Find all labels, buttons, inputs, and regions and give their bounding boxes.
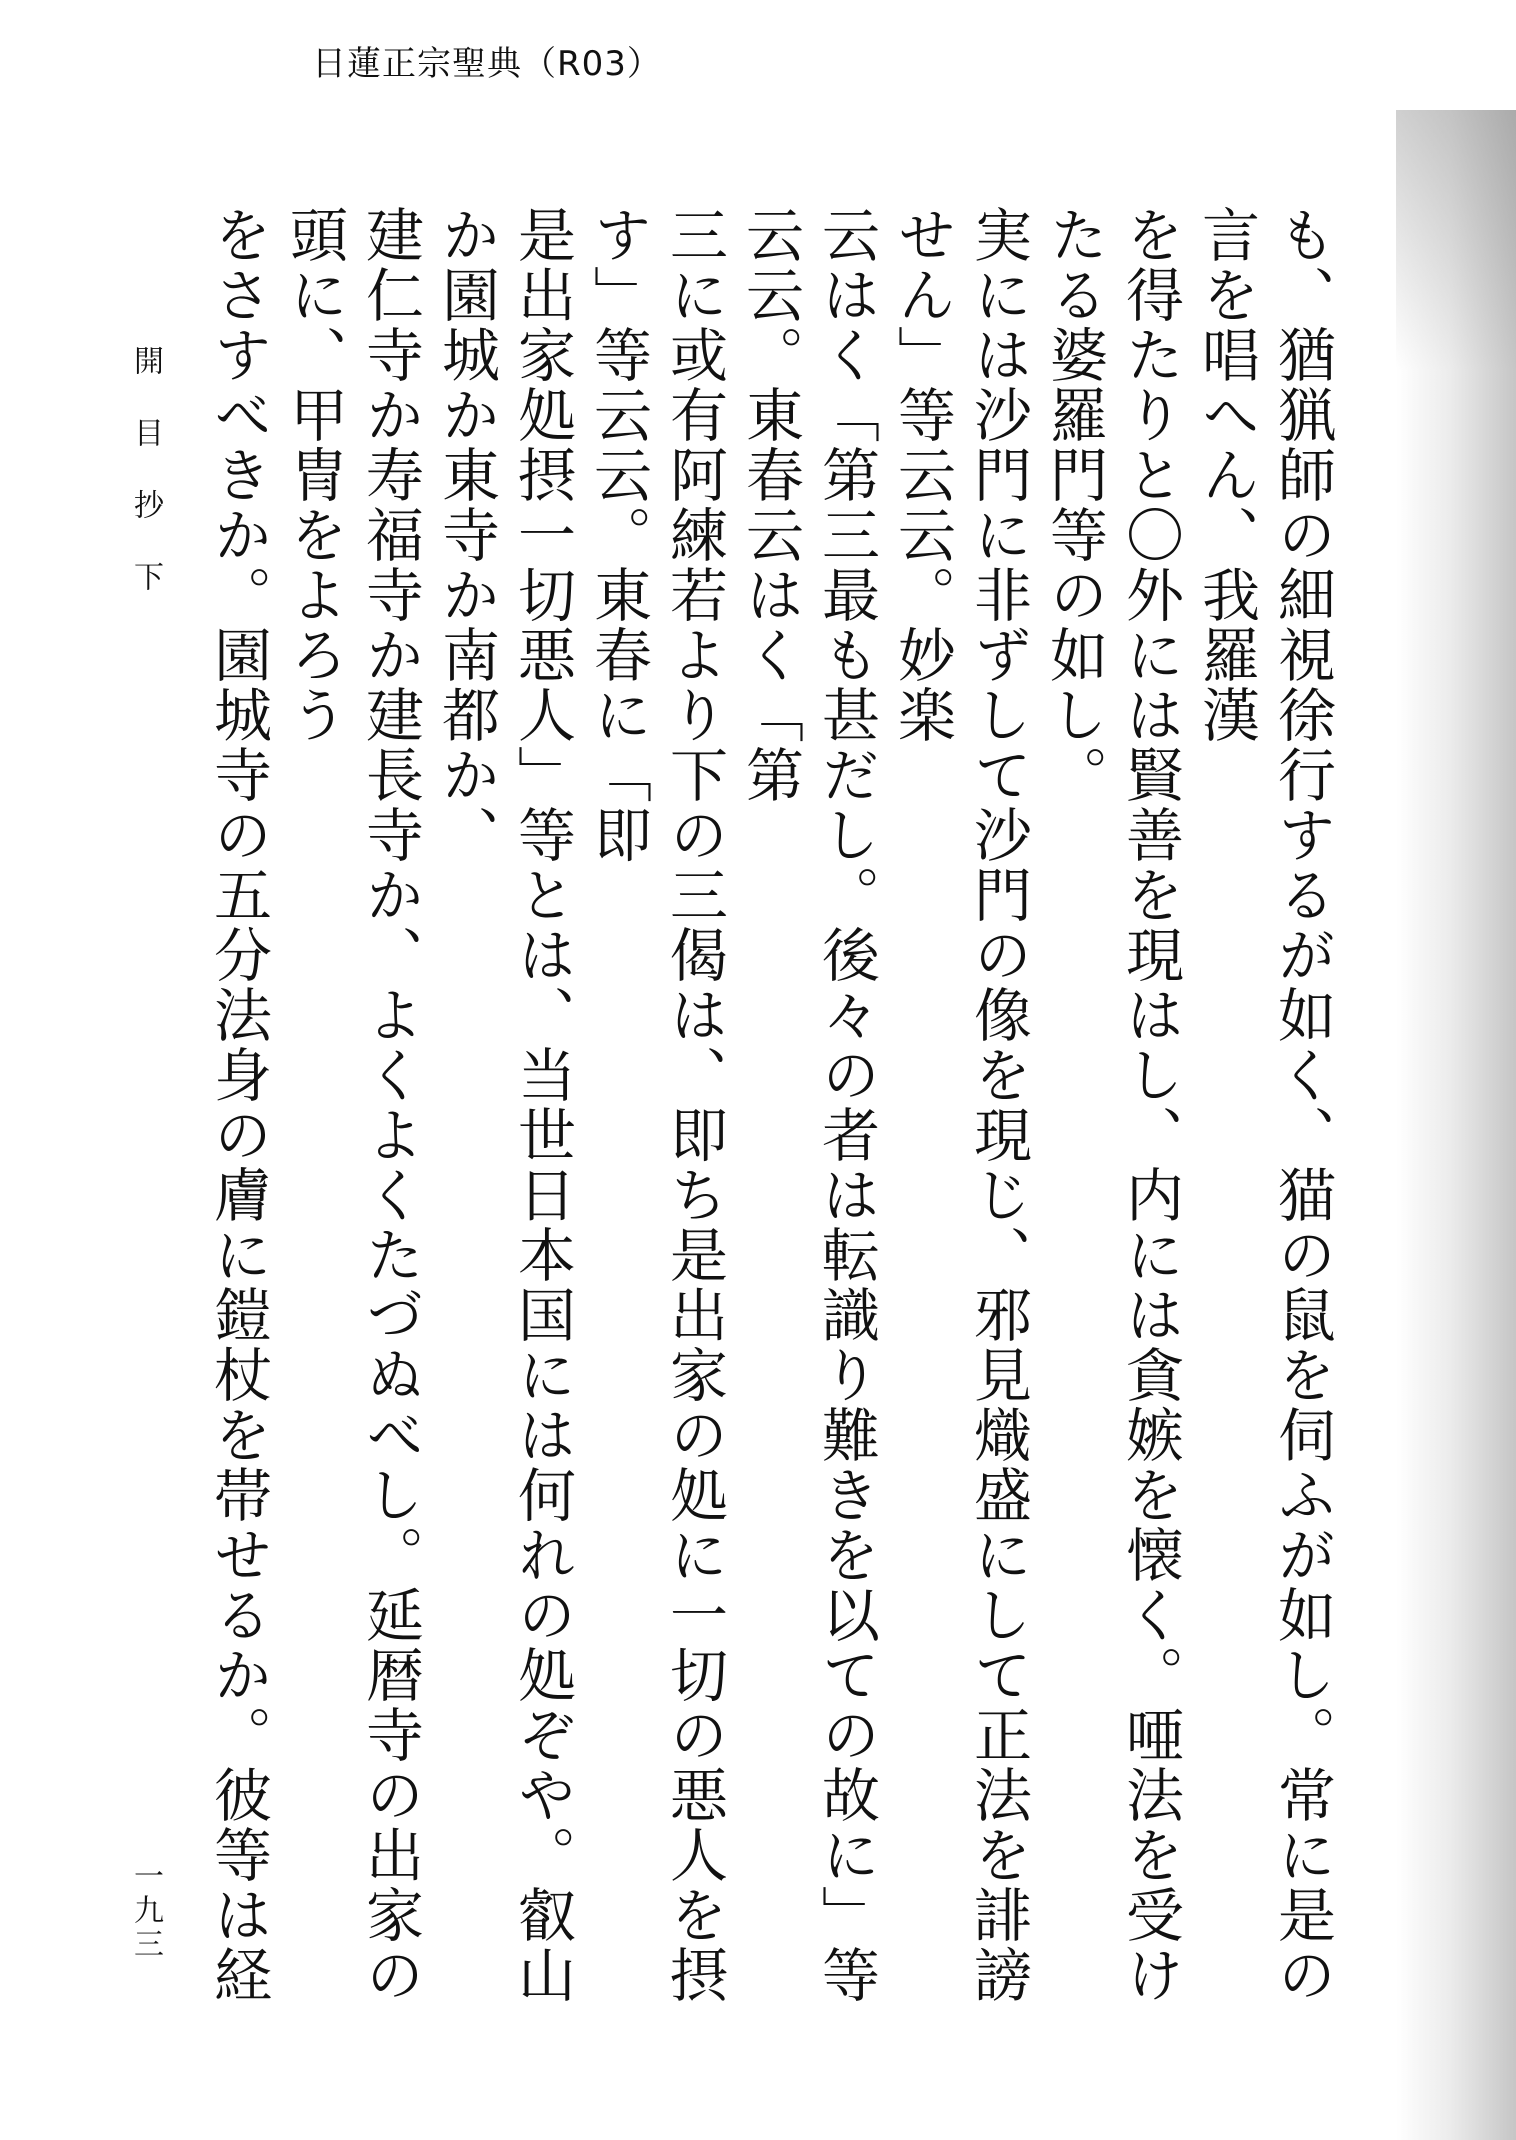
page-edge-shadow — [1396, 110, 1516, 2140]
page-number: 一九三 — [128, 1860, 163, 1962]
text-line: をさすべきか。園城寺の五分法身の膚に鎧杖を帯せるか。彼等は経 — [204, 205, 272, 2005]
text-line: 実には沙門に非ずして沙門の像を現じ、邪見熾盛にして正法を誹謗せん」等云云。妙楽 — [888, 205, 1032, 2005]
running-title: 開目抄下 — [128, 345, 163, 633]
text-line: も、猶猟師の細視徐行するが如く、猫の鼠を伺ふが如し。常に是の言を唱へん、我羅漢 — [1192, 205, 1336, 2005]
text-line: を得たりと〇外には賢善を現はし、内には貪嫉を懐く。唖法を受けたる婆羅門等の如し。 — [1040, 205, 1184, 2005]
page-header: 日蓮正宗聖典（R03） — [312, 44, 662, 84]
text-line: 是出家処摂一切悪人」等とは、当世日本国には何れの処ぞや。叡山か園城か東寺か南都か、 — [432, 205, 576, 2005]
text-line: 建仁寺か寿福寺か建長寺か、よくよくたづぬべし。延暦寺の出家の頭に、甲冑をよろう — [280, 205, 424, 2005]
text-line: 云はく「第三最も甚だし。後々の者は転識り難きを以ての故に」等云云。東春云はく「第 — [736, 205, 880, 2005]
page-edge-shadow-top — [1396, 110, 1516, 370]
text-line: 三に或有阿練若より下の三偈は、即ち是出家の処に一切の悪人を摂す」等云云。東春に「即 — [584, 205, 728, 2005]
body-text — [200, 205, 1340, 2005]
